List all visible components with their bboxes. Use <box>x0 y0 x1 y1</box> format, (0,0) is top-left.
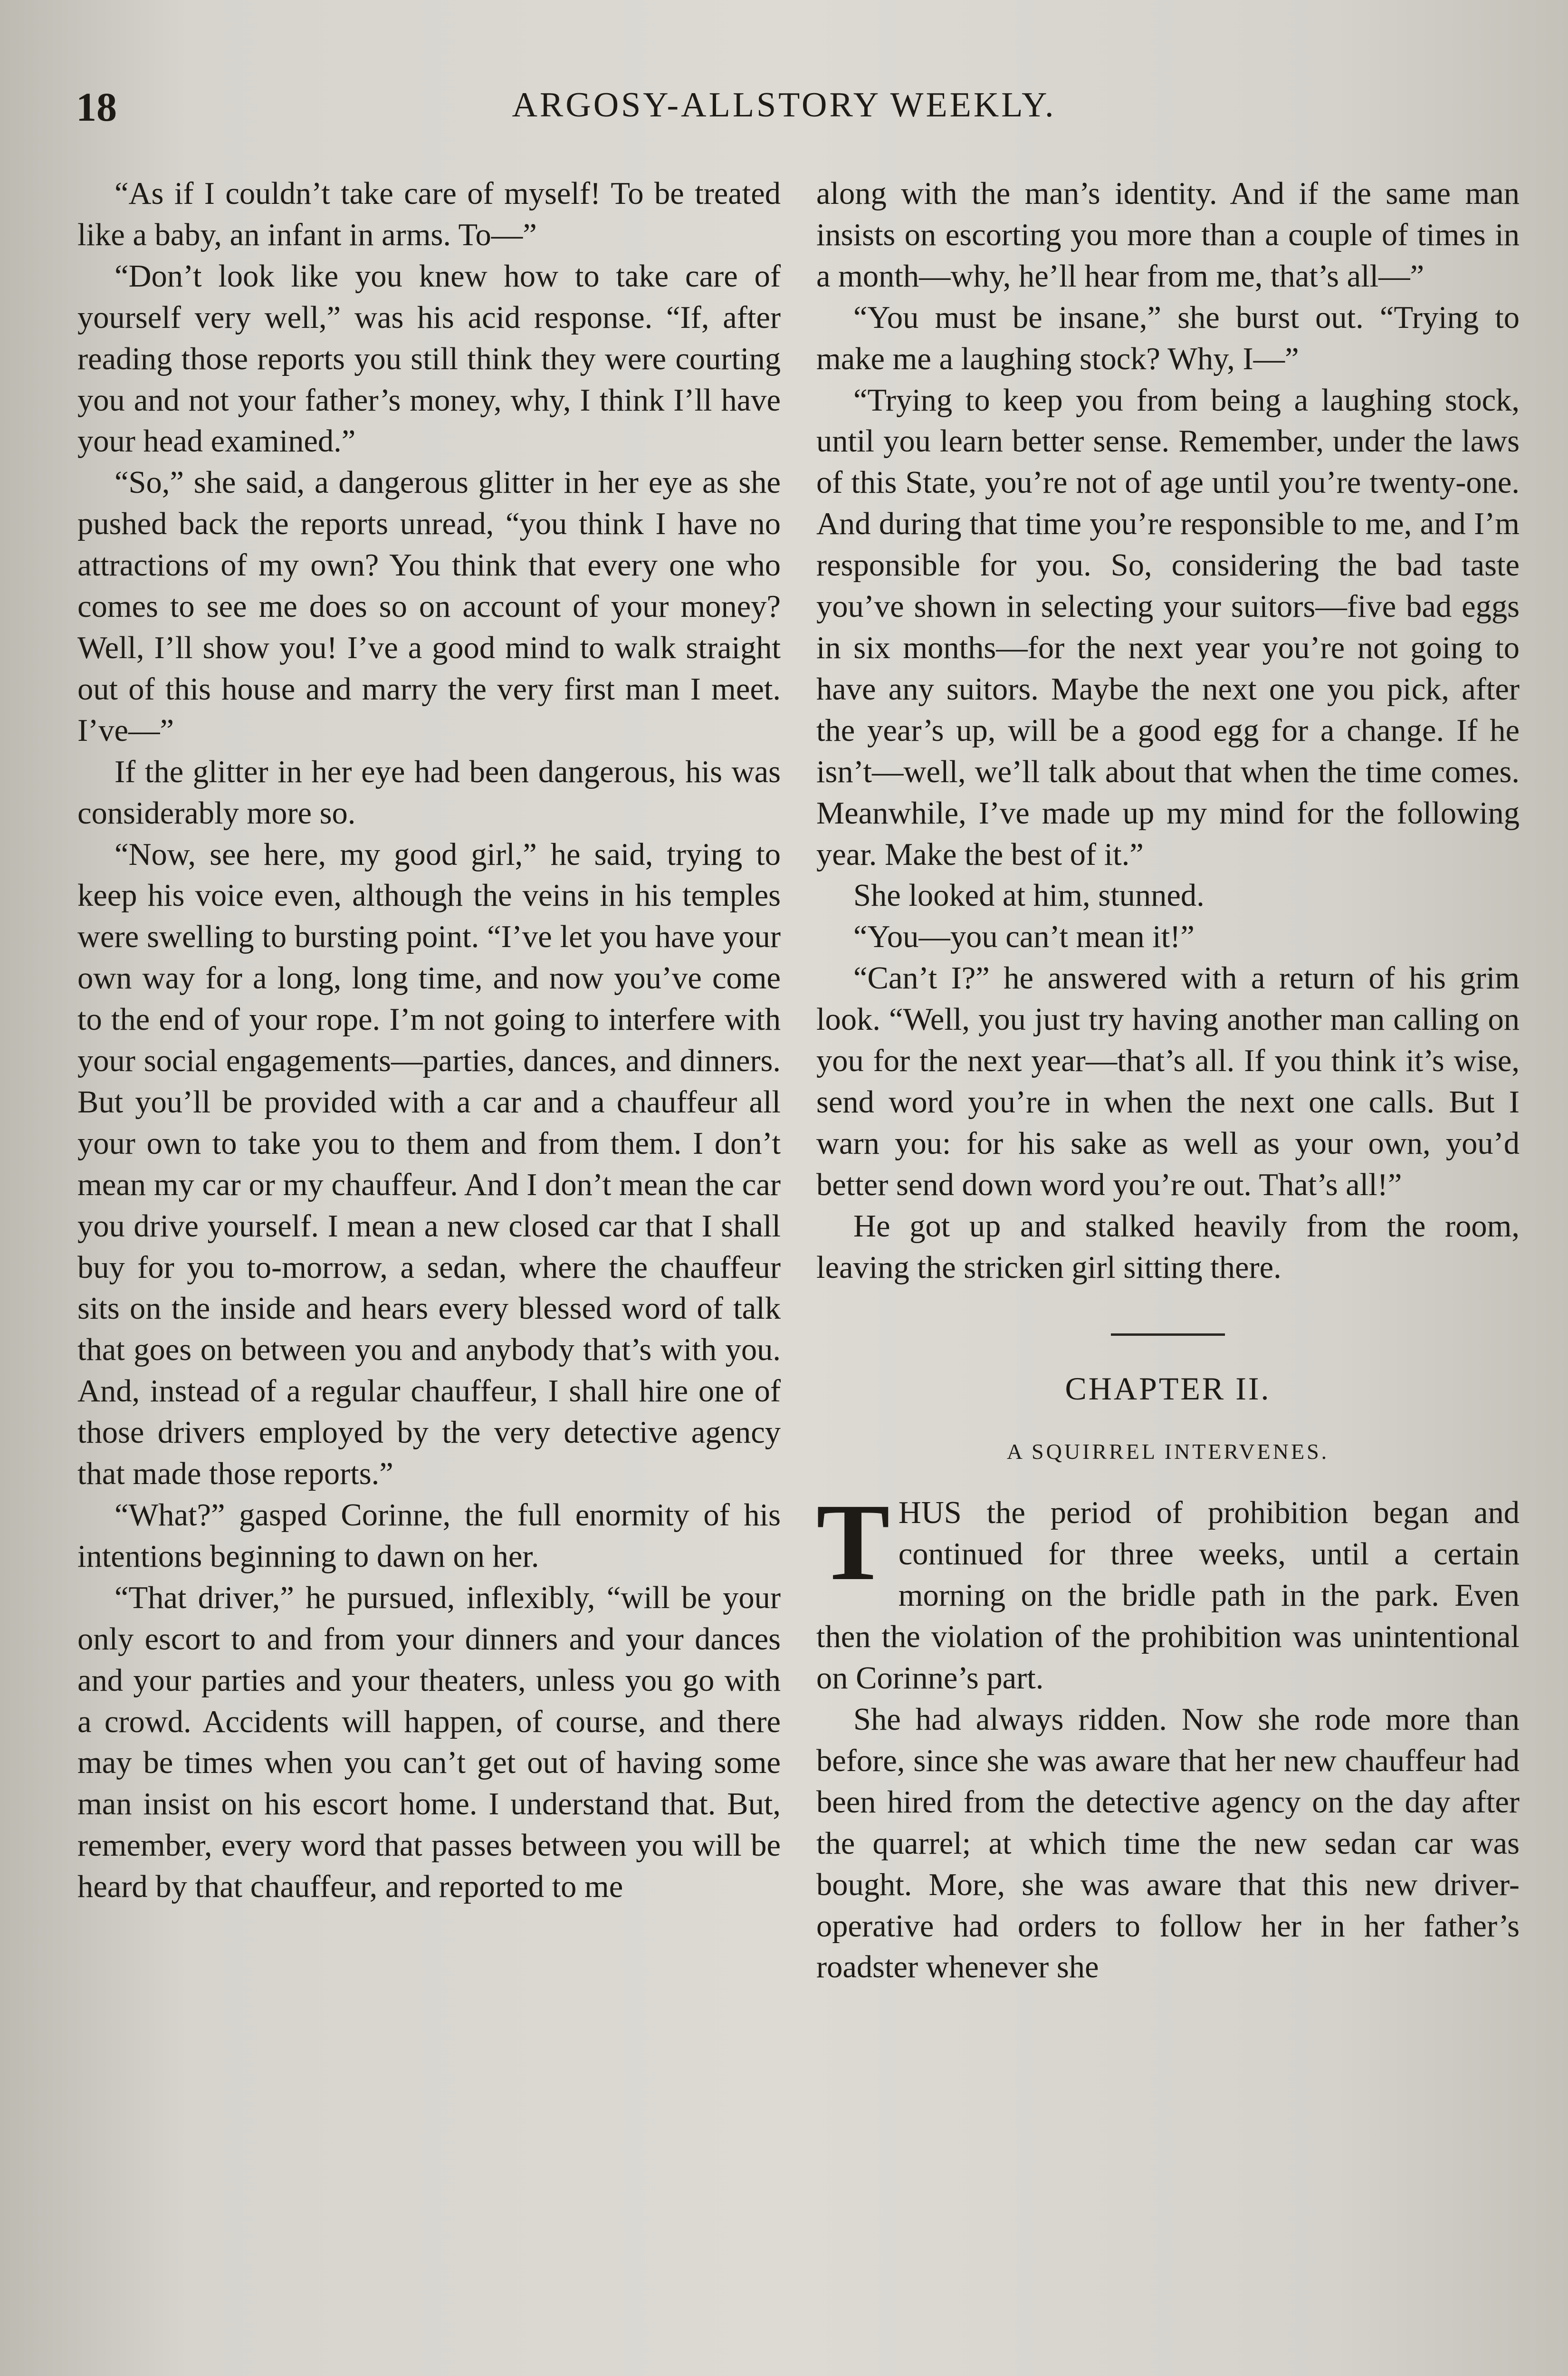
paragraph: If the glitter in her eye had been dangerous, his was considerably more so. <box>77 754 781 831</box>
chapter-opening-paragraph <box>816 1481 1520 1699</box>
drop-cap: T <box>816 1481 890 1604</box>
page-header <box>71 83 1497 140</box>
paragraph: She had always ridden. Now she rode more than before, since she was aware that her new chauffeur had been hired from the detective agency on the day after the quarrel; at which time the new sedan car was bought. More, she was aware that this new driver-operative had orders to follow her in her father’s roadster whenever she <box>816 1702 1520 1985</box>
chapter-subtitle: A SQUIRREL INTERVENES. <box>1006 1439 1329 1464</box>
chapter-title: CHAPTER II. <box>1065 1370 1271 1407</box>
page-number: 18 <box>76 84 117 130</box>
paragraph: “So,” she said, a dangerous glitter in her eye as she pushed back the reports unread, “you think I have no attractions of my own? You think that every one who comes to see me does so on account of your money? Well, I’ll show you! I’ve a good mind to walk straight out of this house and marry the very first man I meet. I’ve—” <box>77 465 781 748</box>
paragraph: “That driver,” he pursued, inflexibly, “will be your only escort to and from your dinners and your dances and your parties and your theaters, unless you go with a crowd. Accidents will happen, of course, and there may be times when you can’t get out of having some man insist on his escort home. I understand that. But, remember, every word that passes between you will be heard by that chauffeur, and reported to me <box>77 1580 781 1905</box>
paragraph: “Don’t look like you knew how to take care of yourself very well,” was his acid response. “If, after reading those reports you still think they were courting you and not your father’s money, why, I think I’ll have your head examined.” <box>77 259 781 459</box>
paragraph: “What?” gasped Corinne, the full enormity of his intentions beginning to dawn on her. <box>77 1498 781 1574</box>
paragraph: “Trying to keep you from being a laughing stock, until you learn better sense. Remember, under the laws of this State, you’re not of age until you’re twenty-one. And during that time you’re responsible to me, and I’m responsible for you. So, considering the bad taste you’ve shown in selecting your suitors—five bad eggs in six months—for the next year you’re not going to have any suitors. Maybe the next one you pick, after the year’s up, will be a good egg for a change. If he isn’t—well, we’ll talk about that when the time comes. Meanwhile, I’ve made up my mind for the following year. Make the best of it.” <box>816 383 1520 872</box>
chapter-opening-text: HUS the period of prohibition began and continued for three weeks, until a certain morning on the bridle path in the park. Even then the violation of the prohibition was unintentional on Corinne’s part. <box>816 1495 1520 1696</box>
paragraph: “Now, see here, my good girl,” he said, trying to keep his voice even, although the veins in his temples were swelling to bursting point. “I’ve let you have your own way for a long, long time, and now you’ve come to the end of your rope. I’m not going to interfere with your social engagements—parties, dances, and dinners. But you’ll be provided with a car and a chauffeur all your own to take you to them and from them. I don’t mean my car or my chauffeur. And I don’t mean the car you drive yourself. I mean a new closed car that I shall buy for you to-morrow, a sedan, where the chauffeur sits on the inside and hears every blessed word of talk that goes on between you and anybody that’s with you. And, instead of a regular chauffeur, I shall hire one of those drivers employed by the very detective agency that made those reports.” <box>77 837 781 1492</box>
section-divider <box>1111 1333 1225 1336</box>
paragraph: She looked at him, stunned. <box>853 878 1205 913</box>
paragraph: He got up and stalked heavily from the room, leaving the stricken girl sitting there. <box>816 1208 1520 1285</box>
left-column <box>77 173 781 1908</box>
paragraph: “You—you can’t mean it!” <box>853 920 1195 955</box>
right-column <box>816 173 1520 1988</box>
paragraph: “You must be insane,” she burst out. “Trying to make me a laughing stock? Why, I—” <box>816 300 1520 376</box>
paragraph: “As if I couldn’t take care of myself! To be treated like a baby, an infant in arms. To—” <box>77 176 781 252</box>
paragraph: “Can’t I?” he answered with a return of his grim look. “Well, you just try having another man calling on you for the next year—that’s all. If you think it’s wise, send word you’re in when the next one calls. But I warn you: for his sake as well as your own, you’d better send down word you’re out. That’s all!” <box>816 961 1520 1202</box>
continued-paragraph: along with the man’s identity. And if the same man insists on escorting you more than a couple of times in a month—why, he’ll hear from me, that’s all—” <box>816 176 1520 294</box>
running-head: ARGOSY-ALLSTORY WEEKLY. <box>512 86 1056 125</box>
